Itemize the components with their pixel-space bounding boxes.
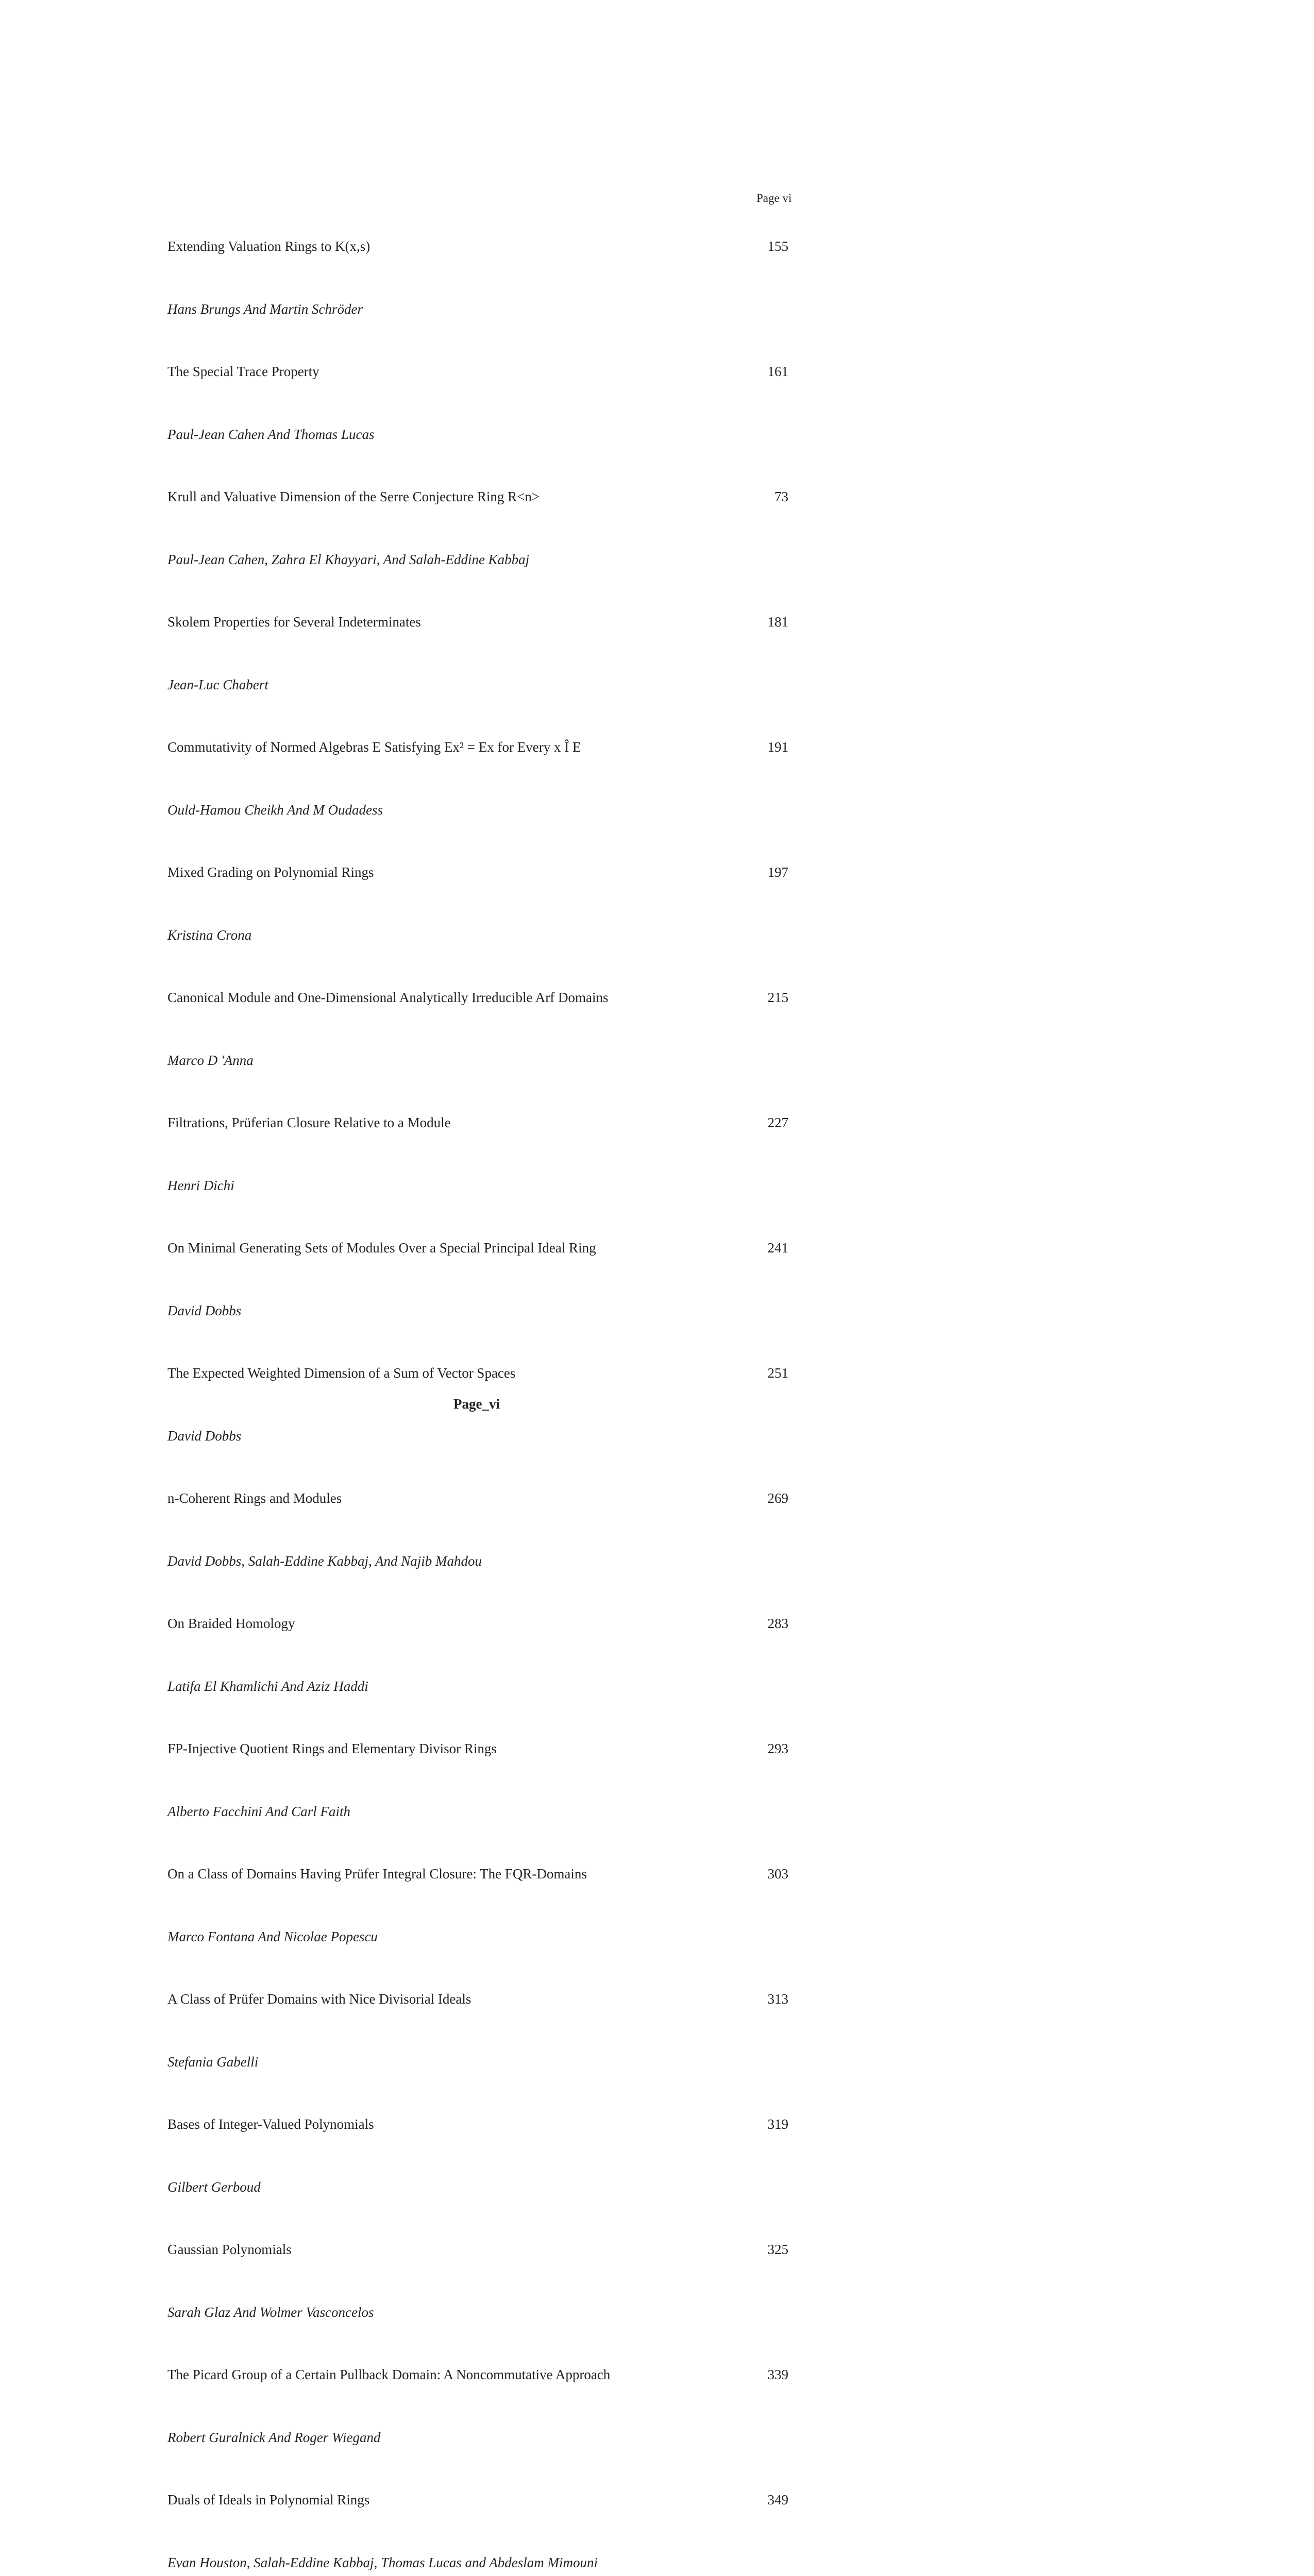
entry-title: Extending Valuation Rings to K(x,s) (167, 239, 370, 254)
entry-title: Mixed Grading on Polynomial Rings (167, 865, 374, 880)
entry-page-number: 313 (767, 1991, 788, 2007)
entry-title: The Expected Weighted Dimension of a Sum of Vector Spaces (167, 1365, 516, 1381)
toc-entry (167, 2359, 817, 2484)
entry-page-number: 241 (767, 1240, 788, 1256)
entry-title: The Picard Group of a Certain Pullback Domain: A Noncommutative Approach (167, 2367, 611, 2382)
toc-entry (167, 2234, 817, 2359)
toc-entry (167, 1232, 817, 1358)
toc-entry (167, 481, 817, 606)
toc-entry (167, 857, 817, 982)
entry-title: Skolem Properties for Several Indeterminates (167, 614, 421, 630)
entry-authors: Ould-Hamou Cheikh And M Oudadess (167, 802, 383, 818)
entry-title: On a Class of Domains Having Prüfer Integral Closure: The FQR-Domains (167, 1866, 587, 1882)
toc-entry (167, 982, 817, 1107)
toc-entry (167, 1107, 817, 1232)
entry-page-number: 181 (767, 614, 788, 630)
entry-page-number: 339 (767, 2367, 788, 2382)
page-footer-label: Page_vi (453, 1396, 500, 1412)
toc-entry (167, 2109, 817, 2234)
entry-page-number: 349 (767, 2492, 788, 2507)
entry-authors: Alberto Facchini And Carl Faith (167, 1804, 350, 1819)
entry-title: n-Coherent Rings and Modules (167, 1490, 342, 1506)
entry-title: FP-Injective Quotient Rings and Elementary Divisor Rings (167, 1741, 497, 1756)
entry-page-number: 283 (767, 1616, 788, 1631)
entry-authors: Marco D 'Anna (167, 1053, 254, 1068)
entry-title: The Special Trace Property (167, 364, 319, 379)
entry-title: On Minimal Generating Sets of Modules Over a Special Principal Ideal Ring (167, 1240, 596, 1256)
toc-entry (167, 1858, 817, 1984)
entry-title: Canonical Module and One-Dimensional Analytically Irreducible Arf Domains (167, 990, 609, 1005)
entry-authors: Latifa El Khamlichi And Aziz Haddi (167, 1679, 368, 1694)
toc-entry (167, 1733, 817, 1858)
entry-page-number: 155 (767, 239, 788, 254)
entry-authors: David Dobbs, Salah-Eddine Kabbaj, And Najib Mahdou (167, 1553, 482, 1569)
toc-entry (167, 732, 817, 857)
entry-title: Filtrations, Prüferian Closure Relative to a Module (167, 1115, 451, 1130)
entry-authors: Sarah Glaz And Wolmer Vasconcelos (167, 2304, 374, 2320)
entry-page-number: 269 (767, 1490, 788, 1506)
entry-authors: Jean-Luc Chabert (167, 677, 268, 692)
entry-authors: Marco Fontana And Nicolae Popescu (167, 1929, 378, 1944)
entry-page-number: 293 (767, 1741, 788, 1756)
entry-authors: Henri Dichi (167, 1178, 234, 1193)
entry-page-number: 227 (767, 1115, 788, 1130)
entry-title: Gaussian Polynomials (167, 2242, 292, 2257)
entry-page-number: 215 (767, 990, 788, 1005)
entry-page-number: 251 (767, 1365, 788, 1381)
toc-entry (167, 356, 817, 481)
entry-title: Bases of Integer-Valued Polynomials (167, 2116, 374, 2132)
entry-authors: Paul-Jean Cahen, Zahra El Khayyari, And Salah-Eddine Kabbaj (167, 552, 530, 567)
entry-page-number: 325 (767, 2242, 788, 2257)
toc-entry (167, 606, 817, 732)
toc-entry (167, 1984, 817, 2109)
toc-entry (167, 231, 817, 356)
entry-title: Krull and Valuative Dimension of the Serre Conjecture Ring R<n> (167, 489, 540, 504)
entry-authors: Stefania Gabelli (167, 2054, 259, 2070)
entry-title: A Class of Prüfer Domains with Nice Divisorial Ideals (167, 1991, 471, 2007)
entry-page-number: 197 (767, 865, 788, 880)
toc-entry (167, 1608, 817, 1733)
entry-page-number: 319 (767, 2116, 788, 2132)
toc-entry (167, 1358, 817, 1483)
entry-title: Commutativity of Normed Algebras E Satisfying Ex² = Ex for Every x Î E (167, 739, 581, 755)
entry-page-number: 303 (767, 1866, 788, 1882)
entry-title: On Braided Homology (167, 1616, 295, 1631)
entry-authors: Hans Brungs And Martin Schröder (167, 301, 363, 317)
entry-authors: David Dobbs (167, 1303, 242, 1318)
entry-title: Duals of Ideals in Polynomial Rings (167, 2492, 370, 2507)
page-header-label: Page vi (756, 192, 792, 205)
entry-authors: Kristina Crona (167, 927, 252, 943)
entry-page-number: 73 (774, 489, 788, 504)
entry-authors: Gilbert Gerboud (167, 2179, 261, 2195)
entry-authors: Paul-Jean Cahen And Thomas Lucas (167, 427, 375, 442)
entry-page-number: 161 (767, 364, 788, 379)
toc-entry (167, 1483, 817, 1608)
entry-authors: Robert Guralnick And Roger Wiegand (167, 2430, 381, 2445)
entry-authors: David Dobbs (167, 1428, 242, 1444)
toc-entry (167, 2484, 817, 2576)
entry-authors: Evan Houston, Salah-Eddine Kabbaj, Thomas Lucas and Abdeslam Mimouni (167, 2555, 598, 2570)
entry-page-number: 191 (767, 739, 788, 755)
